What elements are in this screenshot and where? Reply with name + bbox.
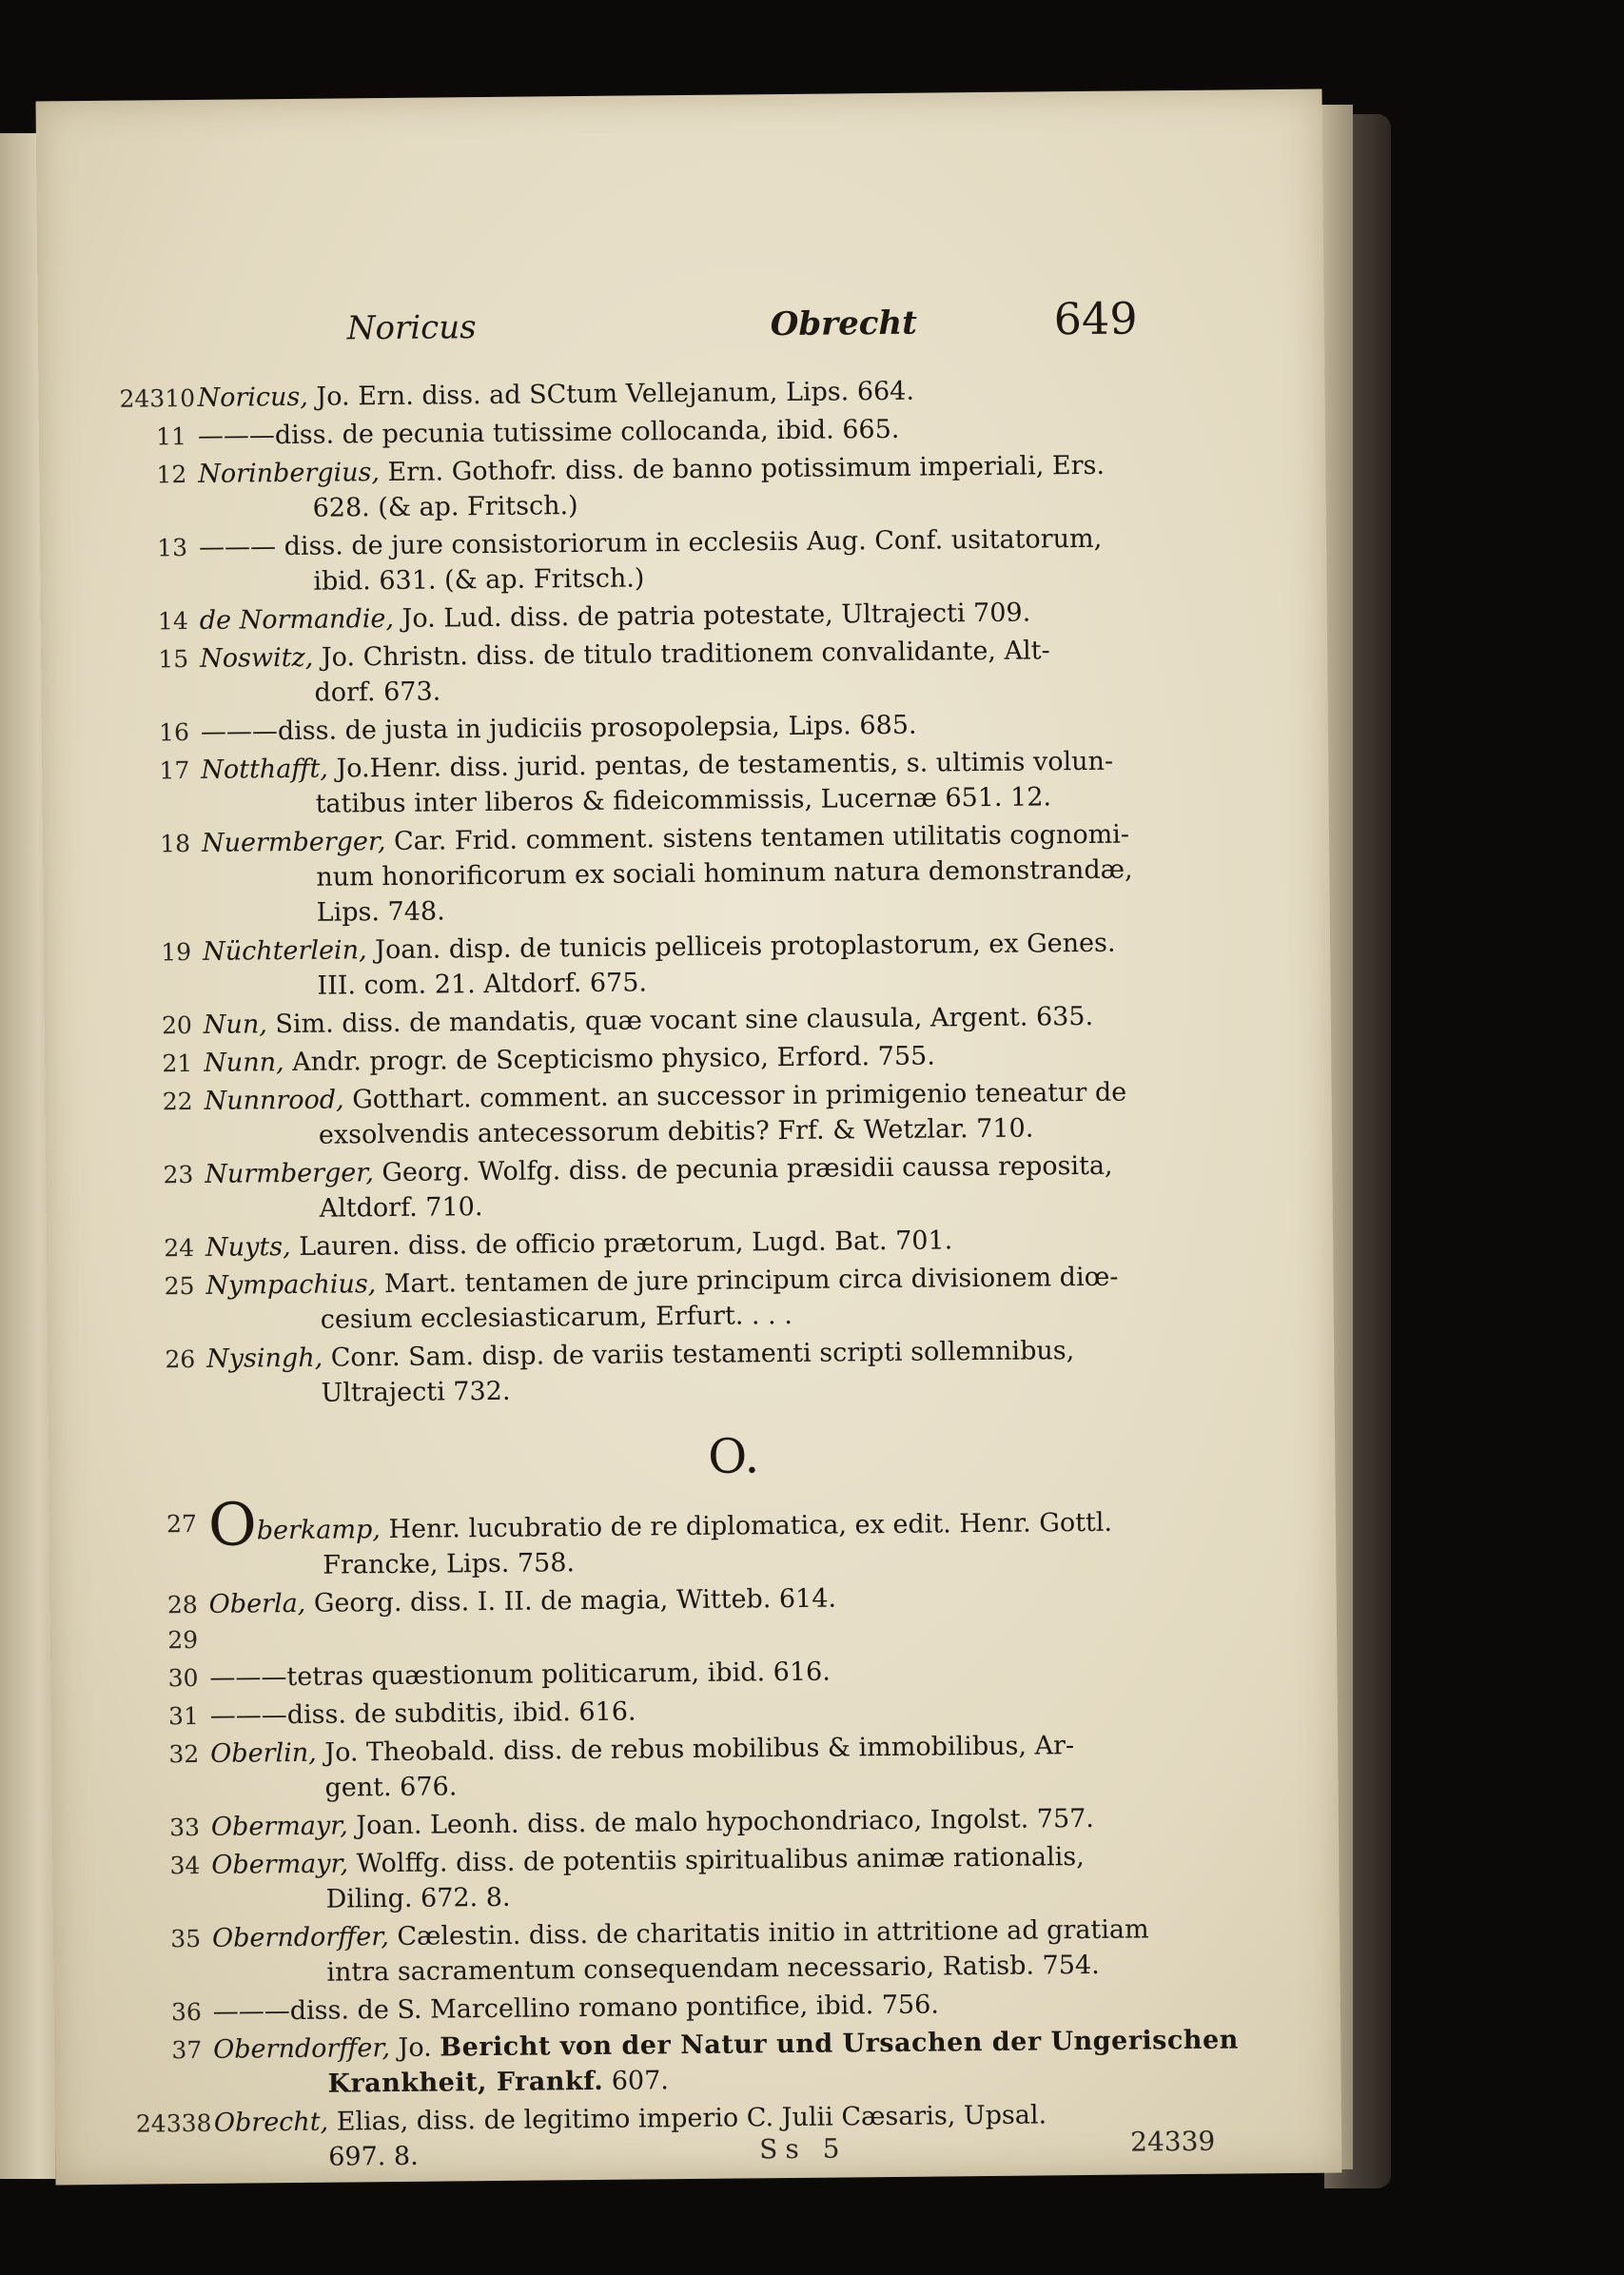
- entry-rest: Joan. disp. de tunicis pelliceis protoplastorum, ex Genes.: [366, 928, 1116, 966]
- entry-name: Notthafft,: [201, 754, 329, 785]
- fraktur-title: Bericht von der Natur und Ursachen der Ungerischen: [440, 2025, 1239, 2063]
- entry: [127, 1147, 1231, 1228]
- signature-mark: Ss 5: [759, 2132, 848, 2166]
- entry-name: Nympachius,: [205, 1269, 377, 1301]
- entry-continuation: intra sacramentum consequendam necessario, Ratisb. 754.: [326, 1950, 1100, 1988]
- entry-continuation: [213, 2057, 1239, 2102]
- entry-rest: Conr. Sam. disp. de variis testamenti scripti sollemnibus,: [323, 1336, 1075, 1373]
- entry-rest: Jo. Christn. diss. de titulo traditionem convalidante, Alt-: [313, 636, 1050, 673]
- entry-text: [209, 1651, 1235, 1696]
- entry-rest: Cælestin. diss. de charitatis initio in attritione ad gratiam: [388, 1914, 1149, 1952]
- entry-rest: ———diss. de S. Marcellino romano pontifice, ibid. 756.: [212, 1990, 940, 2027]
- entry-rest: Ern. Gothofr. diss. de banno potissimum imperiali, Ers.: [379, 450, 1105, 488]
- entry-continuation: Francke, Lips. 758.: [323, 1548, 576, 1580]
- entry-text: [207, 1489, 1235, 1584]
- entry-continuation: III. com. 21. Altdorf. 675.: [317, 968, 648, 1001]
- entry-text: [206, 1332, 1233, 1412]
- entry: [134, 1912, 1239, 1992]
- entry-number: 35: [170, 1924, 202, 1953]
- entry-text: [202, 816, 1228, 932]
- entry-text: [213, 2022, 1240, 2102]
- entry-name: Noricus,: [197, 382, 309, 413]
- entry-rest: ———diss. de pecunia tutissime collocanda, ibid. 665.: [197, 414, 900, 451]
- entry-rest: Car. Frid. comment. sistens tentamen utilitatis cognomi-: [385, 819, 1130, 857]
- entry-name: Oberla,: [208, 1588, 306, 1619]
- entry-rest: Andr. progr. de Scepticismo physico, Erford. 755.: [284, 1041, 935, 1078]
- entry-list: [119, 371, 1240, 2180]
- entry-number: 22: [162, 1088, 193, 1116]
- entries-o-section: [131, 1578, 1239, 2030]
- entry-text: [198, 447, 1224, 527]
- entry-rest: Georg. Wolfg. diss. de pecunia præsidii caussa reposita,: [373, 1150, 1113, 1188]
- entries-n-section: [119, 371, 1232, 1413]
- entry-number: 16: [158, 718, 190, 747]
- entry-name: Noswitz,: [200, 642, 314, 674]
- entry-rest: Jo.: [389, 2032, 432, 2064]
- entry-text: [213, 1984, 1239, 2029]
- entry-text: [211, 1838, 1238, 1918]
- entry: [132, 1727, 1237, 1808]
- entry-number: 34: [169, 1851, 201, 1880]
- entry-number: 20: [161, 1011, 192, 1040]
- entry-number: 18: [160, 830, 191, 858]
- entry-37: [135, 2022, 1240, 2103]
- entry: [127, 1259, 1232, 1340]
- entry-rest: Jo. Ern. diss. ad SCtum Vellejanum, Lips. 664.: [307, 376, 915, 412]
- entry-rest: ———diss. de subditis, ibid. 616.: [209, 1696, 636, 1731]
- entry-rest: Jo.Henr. diss. jurid. pentas, de testamentis, s. ultimis volun-: [327, 746, 1114, 784]
- entry-rest: Joan. Leonh. diss. de malo hypochondriaco, Ingolst. 757.: [347, 1803, 1095, 1841]
- entry: [121, 520, 1225, 601]
- entry-number: 28 29: [166, 1590, 199, 1655]
- entry-continuation: exsolvendis antecessorum debitis? Frf. & Wetzlar. 710.: [318, 1113, 1034, 1150]
- entry-name: Oberlin,: [210, 1737, 317, 1769]
- entry-number: 33: [168, 1813, 201, 1842]
- entry-name: Obrecht,: [213, 2107, 329, 2138]
- entry-continuation: Altdorf. 710.: [319, 1192, 483, 1224]
- entry-number: 24338: [135, 2108, 212, 2138]
- entry-text: [197, 371, 1223, 416]
- entry-rest: Henr. lucubratio de re diplomatica, ex edit. Henr. Gottl.: [380, 1507, 1113, 1545]
- entry-name: Obermayr,: [211, 1849, 349, 1880]
- entry-text: [210, 1727, 1237, 1807]
- entry-name: Nuyts,: [205, 1232, 291, 1263]
- entry-number: 24310: [119, 383, 196, 413]
- entry-text: [205, 1259, 1232, 1339]
- entry-text: [204, 1036, 1229, 1081]
- entry-name: Nuermberger,: [201, 827, 386, 858]
- entry-rest: Gotthart. comment. an successor in primigenio teneatur de: [343, 1077, 1127, 1115]
- entry-name: Norinbergius,: [198, 458, 381, 489]
- entry-continuation: ibid. 631. (& ap. Fritsch.): [313, 563, 645, 597]
- entry-text: [204, 1074, 1230, 1154]
- page-number: 649: [1053, 292, 1138, 345]
- entry-number: 17: [159, 756, 190, 785]
- entry-name: berkamp,: [256, 1515, 382, 1546]
- entry-text: [205, 1147, 1231, 1227]
- entry-number: 14: [157, 607, 188, 636]
- entry-continuation: tatibus inter liberos & fideicommissis, Lucernæ 651. 12.: [315, 782, 1052, 819]
- entry: [133, 1838, 1238, 1919]
- entry-number: 27: [166, 1509, 198, 1539]
- entry-rest: Lauren. diss. de officio prætorum, Lugd. Bat. 701.: [290, 1226, 953, 1263]
- entry-rest: Georg. diss. I. II. de magia, Witteb. 614.: [305, 1583, 837, 1618]
- entry-continuation: dorf. 673.: [314, 677, 441, 708]
- entry-cont-tail: 607.: [603, 2066, 670, 2096]
- entry-number: 36: [170, 1997, 202, 2027]
- entry-name: de Normandie,: [199, 603, 395, 636]
- entry-number: 12: [156, 461, 187, 489]
- entry-number: 31: [167, 1701, 199, 1731]
- header-left-word: Noricus: [346, 308, 477, 348]
- entry-number: 23: [163, 1161, 194, 1189]
- entry-text: [204, 998, 1229, 1043]
- entry-27: [130, 1489, 1235, 1585]
- entry-number: 21: [162, 1049, 193, 1078]
- entry-number: 15: [158, 645, 189, 674]
- entry-text: [203, 925, 1229, 1005]
- entry-name: Oberndorffer,: [213, 2033, 391, 2065]
- entry-number: 30: [167, 1663, 199, 1693]
- entry-text: [198, 409, 1223, 454]
- entry-name: Nunnrood,: [204, 1085, 344, 1116]
- entry-name: Obermayr,: [210, 1811, 348, 1842]
- entry-continuation: 697. 8.: [328, 2141, 419, 2172]
- entry-continuation: gent. 676.: [324, 1772, 458, 1803]
- book-page: [36, 89, 1342, 2186]
- entry-number: 24: [164, 1233, 195, 1263]
- entry-number: 37: [171, 2035, 203, 2065]
- entry: [123, 743, 1227, 824]
- entry-rest: Mart. tentamen de jure principum circa divisionem diœ-: [376, 1262, 1119, 1300]
- entry-name: Nüchterlein,: [202, 935, 367, 967]
- entry-rest: Jo. Lud. diss. de patria potestate, Ultrajecti 709.: [393, 598, 1031, 634]
- header-middle-word: Obrecht: [770, 304, 918, 344]
- entry: [131, 1578, 1236, 1658]
- entry-number: 25: [164, 1271, 195, 1301]
- entry-text: [201, 743, 1227, 823]
- entry-number: 13: [157, 534, 188, 562]
- entry: [120, 447, 1224, 528]
- entry-rest: ———diss. de justa in judiciis prosopolepsia, Lips. 685.: [200, 710, 917, 747]
- entry-text: [205, 1221, 1231, 1265]
- catchword: 24339: [1130, 2125, 1216, 2158]
- entry-rest: Jo. Theobald. diss. de rebus mobilibus & immobilibus, Ar-: [316, 1731, 1075, 1768]
- entry-rest: Elias, diss. de legitimo imperio C. Julii Cæsaris, Upsal.: [328, 2100, 1047, 2137]
- entry-continuation: num honorificorum ex sociali hominum natura demonstrandæ, Lips. 748.: [316, 854, 1133, 928]
- entry-rest: ———tetras quæstionum politicarum, ibid. 616.: [209, 1657, 831, 1693]
- entry-text: [209, 1578, 1236, 1657]
- entry-number: 11: [155, 422, 187, 451]
- drop-capital: O: [207, 1489, 258, 1559]
- entry-text: [211, 1800, 1237, 1845]
- entry: [126, 1074, 1230, 1155]
- entry-number: 26: [165, 1344, 196, 1374]
- entry-number: 19: [161, 938, 192, 967]
- entry-name: Nun,: [203, 1010, 267, 1040]
- entry-text: [201, 705, 1226, 750]
- fraktur-title-cont: Krankheit, Frankf.: [327, 2066, 604, 2099]
- entry: [128, 1332, 1233, 1413]
- entry-rest: Wolffg. diss. de potentiis spiritualibus animæ rationalis,: [347, 1842, 1085, 1879]
- section-letter: O.: [707, 1428, 760, 1484]
- entry-continuation: cesium ecclesiasticarum, Erfurt. . . .: [320, 1300, 793, 1335]
- entry-rest: Sim. diss. de mandatis, quæ vocant sine clausula, Argent. 635.: [266, 1001, 1094, 1040]
- entry-text: [200, 594, 1225, 638]
- entry-continuation: 628. (& ap. Fritsch.): [312, 491, 578, 523]
- entry: [125, 925, 1229, 1006]
- entry: [122, 632, 1226, 713]
- entry: [124, 816, 1228, 932]
- entry-text: [199, 520, 1225, 600]
- running-header: [38, 289, 1325, 359]
- entry-continuation: Ultrajecti 732.: [321, 1376, 511, 1408]
- entry-name: Nunn,: [204, 1048, 284, 1078]
- entry-continuation: Diling. 672. 8.: [325, 1882, 511, 1914]
- entry-text: [212, 1912, 1239, 1991]
- entry-text: [210, 1689, 1236, 1734]
- entry-number: 32: [168, 1739, 200, 1769]
- entry-name: Oberndorffer,: [211, 1922, 389, 1953]
- entry-name: Nysingh,: [206, 1343, 323, 1374]
- entry-text: [200, 632, 1226, 712]
- entry-name: Nurmberger,: [205, 1158, 374, 1189]
- entry-rest: ——— diss. de jure consistoriorum in ecclesiis Aug. Conf. usitatorum,: [198, 523, 1103, 562]
